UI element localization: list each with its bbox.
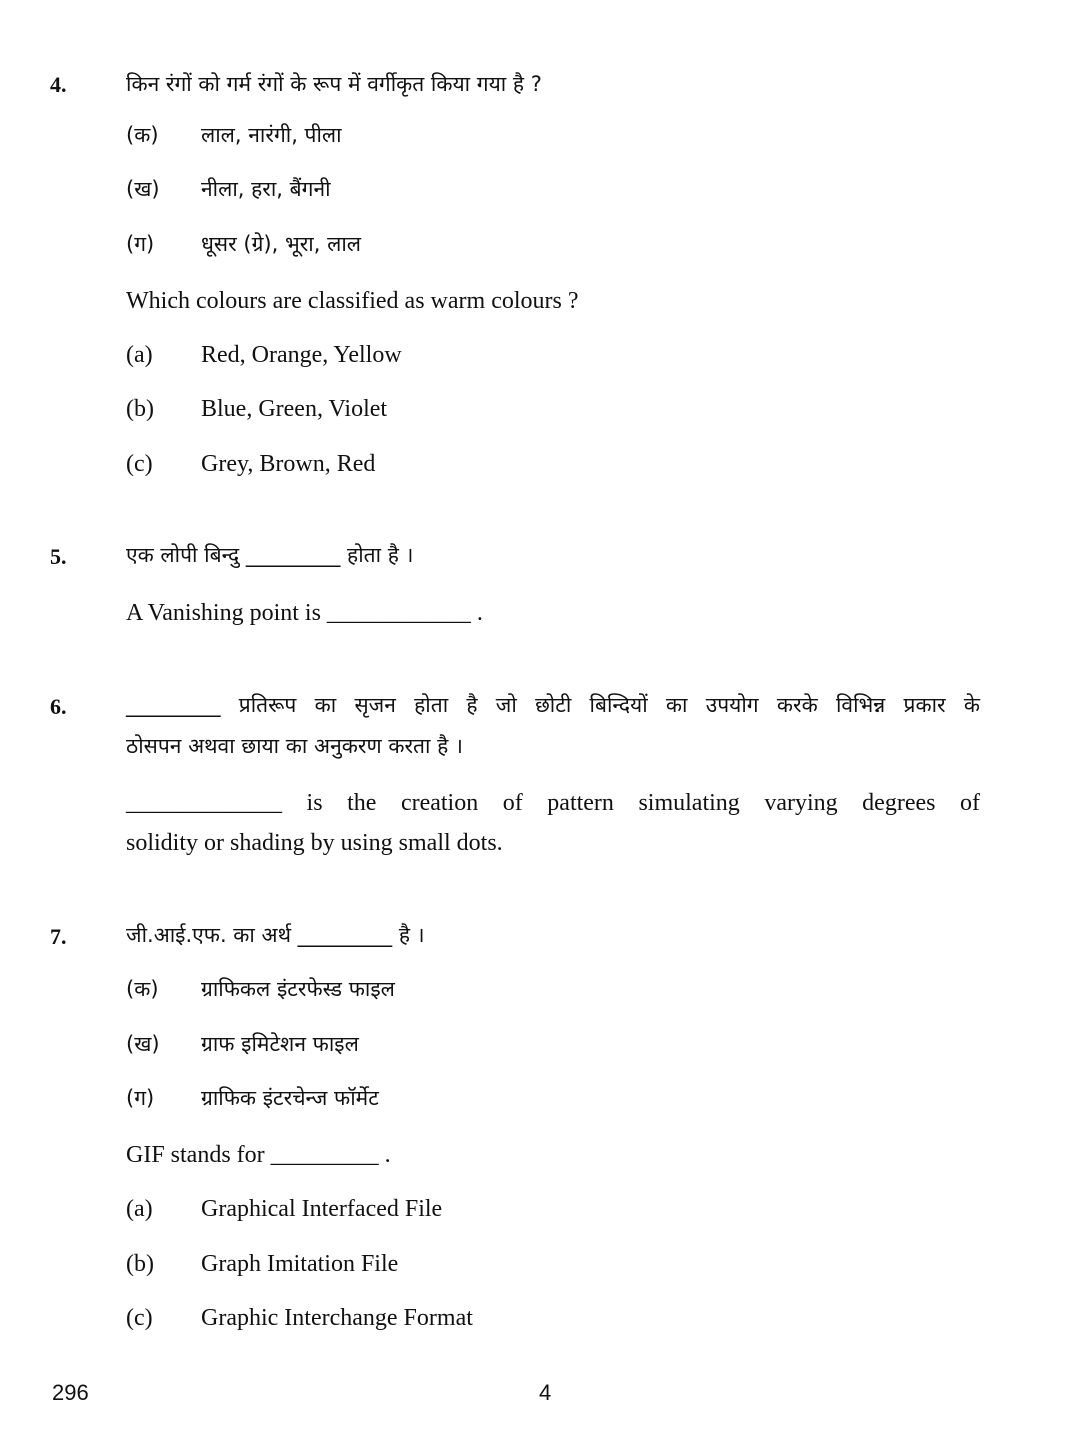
q4-en-option-text: Red, Orange, Yellow bbox=[201, 342, 402, 368]
q4-en-option-label: (a) bbox=[126, 342, 153, 368]
question-6-hindi-line-1: _________ प्रतिरूप का सृजन होता है जो छोटी बिन्दियों का उपयोग करके विभिन्न प्रकार के bbox=[126, 693, 980, 717]
question-6-hindi-line-2: ठोसपन अथवा छाया का अनुकरण करता है । bbox=[126, 734, 463, 758]
page-number: 4 bbox=[539, 1380, 552, 1405]
question-4-number: 4. bbox=[50, 72, 67, 97]
q7-hi-option-label: (ग) bbox=[126, 1086, 155, 1110]
q4-hi-option-text: धूसर (ग्रे), भूरा, लाल bbox=[201, 232, 362, 256]
q4-hi-option-label: (ग) bbox=[126, 232, 155, 256]
q7-hi-option-label: (ख) bbox=[126, 1032, 160, 1056]
question-5-english-text: A Vanishing point is ____________ . bbox=[126, 600, 483, 626]
question-7-number: 7. bbox=[50, 924, 67, 949]
question-6-english-line-2: solidity or shading by using small dots. bbox=[126, 830, 503, 856]
q4-hi-option-label: (ख) bbox=[126, 177, 160, 201]
q7-en-option-label: (b) bbox=[126, 1251, 154, 1277]
q4-en-option-label: (b) bbox=[126, 396, 154, 422]
question-5-hindi-text: एक लोपी बिन्दु _________ होता है । bbox=[126, 543, 414, 567]
q7-en-option-label: (a) bbox=[126, 1196, 153, 1222]
q7-en-option-text: Graph Imitation File bbox=[201, 1251, 399, 1277]
q7-hi-option-text: ग्राफ इमिटेशन फाइल bbox=[201, 1032, 359, 1056]
q7-hi-option-text: ग्राफिक इंटरचेन्ज फॉर्मेट bbox=[201, 1086, 379, 1110]
q4-en-option-label: (c) bbox=[126, 451, 153, 477]
q4-hi-option-text: नीला, हरा, बैंगनी bbox=[201, 177, 331, 201]
q7-en-option-text: Graphical Interfaced File bbox=[201, 1196, 443, 1222]
question-4-hindi-text: किन रंगों को गर्म रंगों के रूप में वर्गीकृत किया गया है ? bbox=[126, 72, 542, 96]
question-7-english-text: GIF stands for _________ . bbox=[126, 1142, 391, 1168]
q4-hi-option-label: (क) bbox=[126, 123, 159, 147]
q7-hi-option-text: ग्राफिकल इंटरफेस्ड फाइल bbox=[201, 977, 395, 1001]
q4-en-option-text: Blue, Green, Violet bbox=[201, 396, 388, 422]
question-6-english-line-1: _____________ is the creation of pattern simulating varying degrees of bbox=[126, 790, 980, 816]
q7-hi-option-label: (क) bbox=[126, 977, 159, 1001]
question-4-english-text: Which colours are classified as warm colours ? bbox=[126, 288, 579, 314]
question-6-number: 6. bbox=[50, 694, 67, 719]
q7-en-option-label: (c) bbox=[126, 1305, 153, 1331]
question-5-number: 5. bbox=[50, 544, 67, 569]
q7-en-option-text: Graphic Interchange Format bbox=[201, 1305, 473, 1331]
paper-code: 296 bbox=[52, 1380, 89, 1405]
q4-en-option-text: Grey, Brown, Red bbox=[201, 451, 376, 477]
question-7-hindi-text: जी.आई.एफ. का अर्थ _________ है । bbox=[126, 923, 425, 947]
q4-hi-option-text: लाल, नारंगी, पीला bbox=[201, 123, 342, 147]
